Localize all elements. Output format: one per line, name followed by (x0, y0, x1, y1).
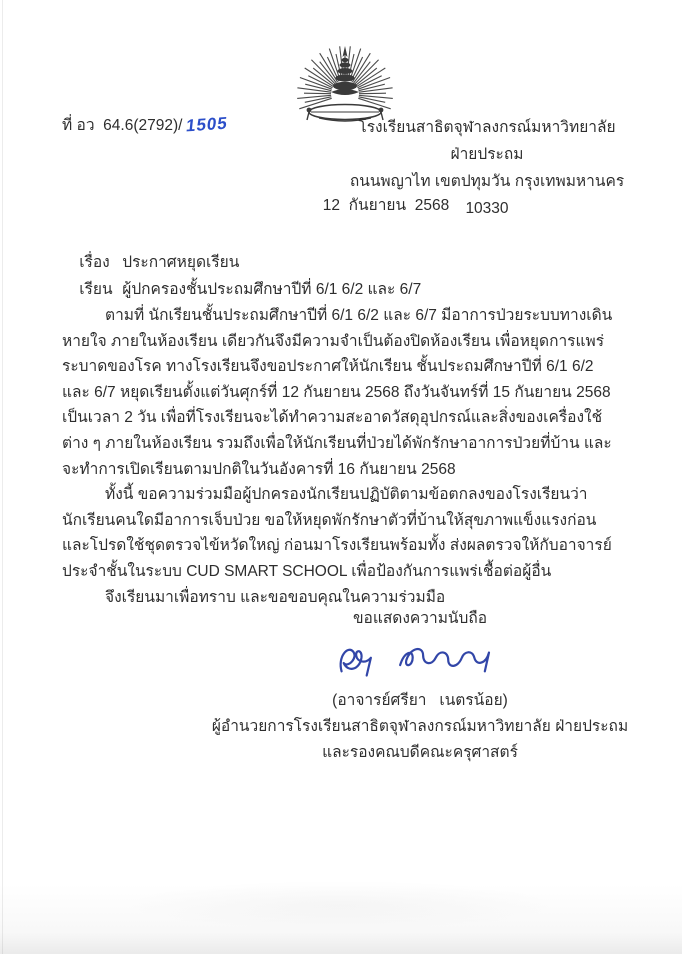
subject-value: ประกาศหยุดเรียน (122, 254, 240, 271)
organization-address: ถนนพญาไท เขตปทุมวัน กรุงเทพมหานคร 10330 (349, 173, 625, 217)
organization-name: โรงเรียนสาธิตจุฬาลงกรณ์มหาวิทยาลัย ฝ่ายประถม (358, 119, 616, 163)
handwritten-reference-number: 1505 (185, 113, 230, 136)
signer-name: (อาจารย์ศรียา เนตรน้อย) (332, 692, 508, 709)
reference-label: ที่ อว 64.6(2792)/ (62, 117, 183, 134)
scan-edge-artifact (2, 0, 3, 954)
signer-title-2: และรองคณบดีคณะครุศาสตร์ (322, 744, 518, 761)
sign-off-text: ขอแสดงความนับถือ (352, 610, 488, 627)
recipient-value: ผู้ปกครองชั้นประถมศึกษาปีที่ 6/1 6/2 และ 6/7 (122, 281, 422, 298)
closing-paragraph: จึงเรียนมาเพื่อทราบ และขอขอบคุณในความร่วมมือ (105, 588, 446, 606)
letter-date: 12 กันยายน 2568 (322, 197, 450, 214)
signature-block (210, 606, 630, 766)
handwritten-signature (325, 640, 515, 686)
body-paragraph-1: ตามที่ นักเรียนชั้นประถมศึกษาปีที่ 6/1 6/2 และ 6/7 มีอาการป่วยระบบทางเดินหายใจ ภายในห้องเรียน เดียวกันจึงมีความจำเป็นต้องปิดห้องเรียน เพื่อหยุดการแพร่ระบาดของโรค ทางโรงเรียนจึงขอประกาศให้นักเรียน ชั้นประถมศึกษาปีที่ 6/1 6/2 และ 6/7 หยุดเรียนตั้งแต่วันศุกร์ที่ 12 กันยายน 2568 ถึงวันจันทร์ที่ 15 กันยายน 2568 เป็นเวลา 2 วัน เพื่อที่โรงเรียนจะได้ทำความสะอาดวัสดุอุปกรณ์และสิ่งของเครื่องใช้ต่าง ๆ ภายในห้องเรียน รวมถึงเพื่อให้นักเรียนที่ป่วยได้พักรักษาอาการป่วยที่บ้าน และจะทำการเปิดเรียนตามปกติในวันอังคารที่ 16 กันยายน 2568 (62, 307, 613, 478)
recipient-label: เรียน (79, 281, 113, 298)
letter-body (62, 303, 624, 610)
reference-number-line (62, 112, 228, 137)
body-paragraph-2: ทั้งนี้ ขอความร่วมมือผู้ปกครองนักเรียนปฏิบัติตามข้อตกลงของโรงเรียนว่านักเรียนคนใดมีอาการเจ็บป่วย ขอให้หยุดพักรักษาตัวที่บ้านให้สุขภาพแข็งแรงก่อน และโปรดใช้ชุดตรวจไข้หวัดใหญ่ ก่อนมาโรงเรียนพร้อมทั้ง ส่งผลตรวจให้กับอาจารย์ประจำชั้นในระบบ CUD SMART SCHOOL เพื่อป้องกันการแพร่เชื้อต่อผู้อื่น (62, 486, 612, 580)
scan-shadow-artifact (0, 884, 682, 954)
signer-title-1: ผู้อำนวยการโรงเรียนสาธิตจุฬาลงกรณ์มหาวิทยาลัย ฝ่ายประถม (211, 718, 629, 735)
subject-label: เรื่อง (79, 254, 110, 271)
